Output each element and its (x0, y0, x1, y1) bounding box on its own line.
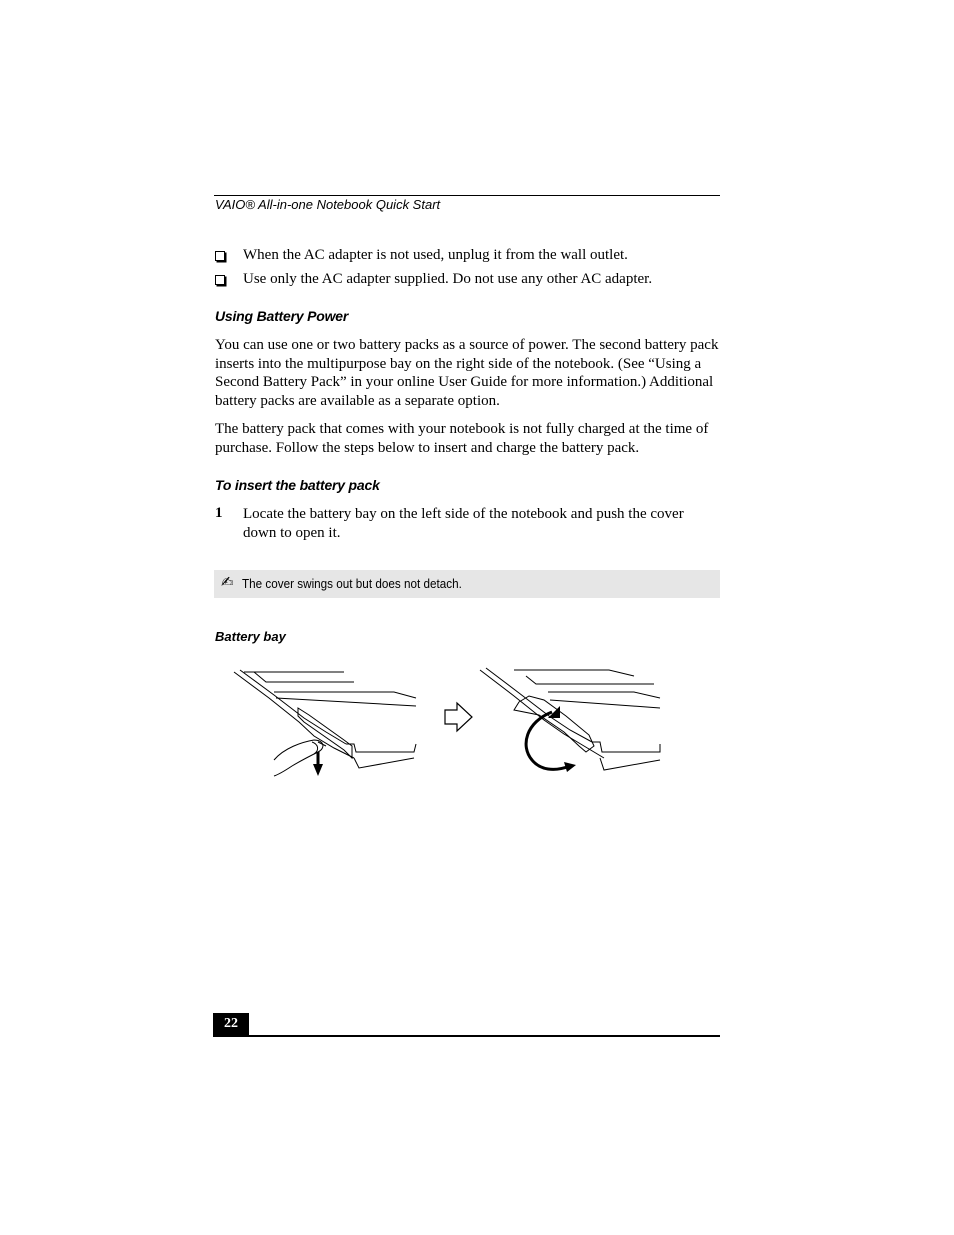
checkbox-bullet-icon (215, 275, 225, 285)
notebook-closed-cover-drawing (234, 670, 416, 776)
step-number: 1 (215, 505, 223, 521)
swing-arrow-icon (526, 706, 576, 772)
paragraph: The battery pack that comes with your notebook is not fully charged at the time of purchase. Follow the steps below to insert and charge the battery pack. (215, 421, 709, 456)
footer-rule (213, 1035, 720, 1037)
procedure-heading: To insert the battery pack (215, 477, 380, 493)
figure-caption: Battery bay (215, 629, 286, 644)
running-header: VAIO® All-in-one Notebook Quick Start (215, 197, 441, 212)
list-item-text: Use only the AC adapter supplied. Do not use any other AC adapter. (243, 271, 653, 287)
notebook-open-cover-drawing (480, 668, 660, 770)
pencil-icon: ✍ (221, 573, 234, 591)
right-arrow-icon (445, 703, 472, 731)
step-text: Locate the battery bay on the left side of the notebook and push the cover down to open it. (243, 506, 684, 541)
note-box (214, 570, 720, 598)
note-text: The cover swings out but does not detach. (242, 576, 462, 591)
list-item-text: When the AC adapter is not used, unplug it from the wall outlet. (243, 247, 628, 263)
section-heading: Using Battery Power (215, 308, 349, 324)
paragraph: You can use one or two battery packs as a source of power. The second battery pack inserts into the multipurpose bay on the right side of the notebook. (See “Using a Second Battery Pack” in your online User Guide for more information.) Additional battery packs are available as a separate option. (215, 337, 719, 410)
header-rule (214, 195, 720, 196)
down-arrow-icon (313, 752, 323, 776)
page-number: 22 (213, 1013, 249, 1035)
checkbox-bullet-icon (215, 251, 225, 261)
battery-bay-illustration (214, 660, 674, 785)
